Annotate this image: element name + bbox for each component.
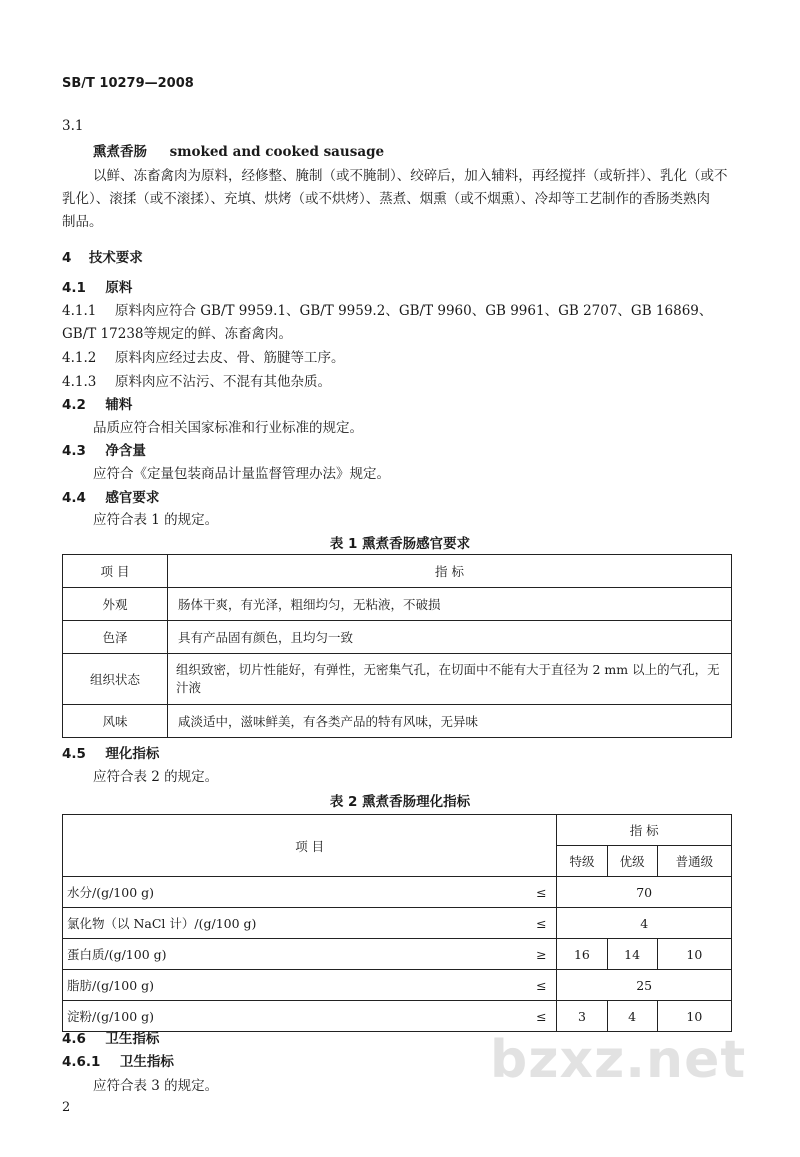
table-1-item-flavor: 风味 [63,705,168,738]
definition-line-2: 乳化）、滚揉（或不滚揉）、充填、烘烤（或不烘烤）、蒸煮、烟熏（或不烟熏）、冷却等工艺制作的香肠类熟肉 [62,191,710,207]
table-2-caption: 表 2 熏煮香肠理化指标 [329,794,471,810]
section-4-3-number: 4.3 [62,443,86,459]
section-4-3-title: 净含量 [105,443,146,459]
section-4-6-heading [62,1027,159,1047]
section-4-5-text: 应符合表 2 的规定。 [93,769,219,785]
clause-4-1-2-text: 原料肉应经过去皮、骨、筋腱等工序。 [114,350,345,366]
table-1-item-color: 色泽 [63,621,168,654]
section-4-6-1-title: 卫生指标 [119,1054,174,1070]
clause-4-1-1-number: 4.1.1 [62,303,97,319]
section-4-4-heading [62,486,159,506]
table-row [63,705,732,738]
table-2-grade-ordinary: 普通级 [657,846,731,877]
table-2-header-index: 指 标 [557,815,732,846]
table-2-value-starch-premium: 3 [557,1001,607,1032]
table-row [63,877,732,908]
table-2-sym-starch: ≤ [526,1001,557,1032]
section-4-6-1-text: 应符合表 3 的规定。 [93,1078,219,1094]
table-2-sym-protein: ≥ [526,939,557,970]
definition-line-1: 以鲜、冻畜禽肉为原料，经修整、腌制（或不腌制）、绞碎后，加入辅料，再经搅拌（或斩拌）、乳化（或不 [93,168,728,184]
term-english: smoked and cooked sausage [169,144,385,160]
table-2-value-protein-premium: 16 [557,939,607,970]
table-1-req-texture [168,654,732,705]
clause-4-1-3-number: 4.1.3 [62,374,97,390]
table-1-caption: 表 1 熏煮香肠感官要求 [329,536,471,552]
section-4-3-text: 应符合《定量包装商品计量监督管理办法》规定。 [93,466,390,482]
clause-4-1-3-text: 原料肉应不沾污、不混有其他杂质。 [114,374,331,390]
table-1 [62,554,732,738]
section-4-6-1-heading [62,1050,174,1070]
table-row [63,621,732,654]
section-4-4-title: 感官要求 [105,490,160,506]
standard-code-header: SB/T 10279—2008 [62,76,194,91]
table-2 [62,814,732,1032]
table-row [63,939,732,970]
clause-4-1-2-number: 4.1.2 [62,350,97,366]
section-4-4-number: 4.4 [62,490,86,506]
section-4-3-heading [62,439,146,459]
clause-4-1-1-line-2: GB/T 17238等规定的鲜、冻畜禽肉。 [62,326,292,342]
table-row [63,588,732,621]
section-4-heading [62,246,143,266]
clause-4-1-3 [62,370,331,390]
definition-line-3: 制品。 [62,214,103,230]
table-1-item-appearance: 外观 [63,588,168,621]
section-4-4-text: 应符合表 1 的规定。 [93,512,219,528]
section-4-2-text: 品质应符合相关国家标准和行业标准的规定。 [93,420,363,436]
table-2-label-chloride: 氯化物（以 NaCl 计）/(g/100 g) [63,908,527,939]
table-2-header-item: 项 目 [63,815,557,877]
table-2-label-protein: 蛋白质/(g/100 g) [63,939,527,970]
table-2-value-protein-ordinary: 10 [657,939,731,970]
table-1-req-texture-line-1: 组织致密，切片性能好，有弹性，无密集气孔，在切面中不能有大于直径为 2 mm 以上的气孔，无 [176,662,720,677]
term-line [93,140,384,160]
table-2-value-chloride: 4 [557,908,732,939]
section-4-1-title: 原料 [105,280,133,296]
table-2-label-fat: 脂肪/(g/100 g) [63,970,527,1001]
table-row [63,970,732,1001]
table-2-grade-superior: 优级 [607,846,657,877]
table-2-label-moisture: 水分/(g/100 g) [63,877,527,908]
table-1-req-texture-line-2: 汁液 [176,680,202,695]
table-1-req-flavor: 咸淡适中，滋味鲜美，有各类产品的特有风味，无异味 [168,705,732,738]
table-2-sym-chloride: ≤ [526,908,557,939]
table-2-value-starch-superior: 4 [607,1001,657,1032]
table-1-header-requirement: 指 标 [168,555,732,588]
section-4-5-title: 理化指标 [105,746,160,762]
clause-4-1-1-line-1 [62,299,712,319]
section-4-1-heading [62,276,132,296]
page-number: 2 [62,1100,71,1115]
table-1-req-appearance: 肠体干爽，有光泽，粗细均匀，无粘液，不破损 [168,588,732,621]
table-2-value-moisture: 70 [557,877,732,908]
table-2-sym-fat: ≤ [526,970,557,1001]
table-1-req-color: 具有产品固有颜色，且均匀一致 [168,621,732,654]
section-4-2-number: 4.2 [62,397,86,413]
section-4-2-heading [62,393,132,413]
section-4-2-title: 辅料 [105,397,133,413]
table-2-label-starch: 淀粉/(g/100 g) [63,1001,527,1032]
table-2-sym-moisture: ≤ [526,877,557,908]
table-row [63,1001,732,1032]
section-4-6-1-number: 4.6.1 [62,1054,101,1070]
section-4-1-number: 4.1 [62,280,86,296]
section-4-6-title: 卫生指标 [105,1031,160,1047]
clause-4-1-2 [62,346,344,366]
section-4-title: 技术要求 [88,250,143,266]
section-4-5-number: 4.5 [62,746,86,762]
table-row [63,815,732,846]
table-1-item-texture: 组织状态 [63,654,168,705]
section-4-number: 4 [62,250,72,266]
table-2-grade-premium: 特级 [557,846,607,877]
term-chinese: 熏煮香肠 [93,144,147,160]
section-4-5-heading [62,742,159,762]
table-row [63,908,732,939]
clause-4-1-1-text: 原料肉应符合 GB/T 9959.1、GB/T 9959.2、GB/T 9960、GB 9961、GB 2707、GB 16869、 [114,303,713,319]
table-1-header-item: 项 目 [63,555,168,588]
table-2-value-fat: 25 [557,970,732,1001]
section-4-6-number: 4.6 [62,1031,86,1047]
watermark: bzxz.net [490,1030,747,1090]
table-2-value-protein-superior: 14 [607,939,657,970]
table-row [63,555,732,588]
section-3-1-number: 3.1 [62,118,84,134]
table-2-value-starch-ordinary: 10 [657,1001,731,1032]
table-row [63,654,732,705]
